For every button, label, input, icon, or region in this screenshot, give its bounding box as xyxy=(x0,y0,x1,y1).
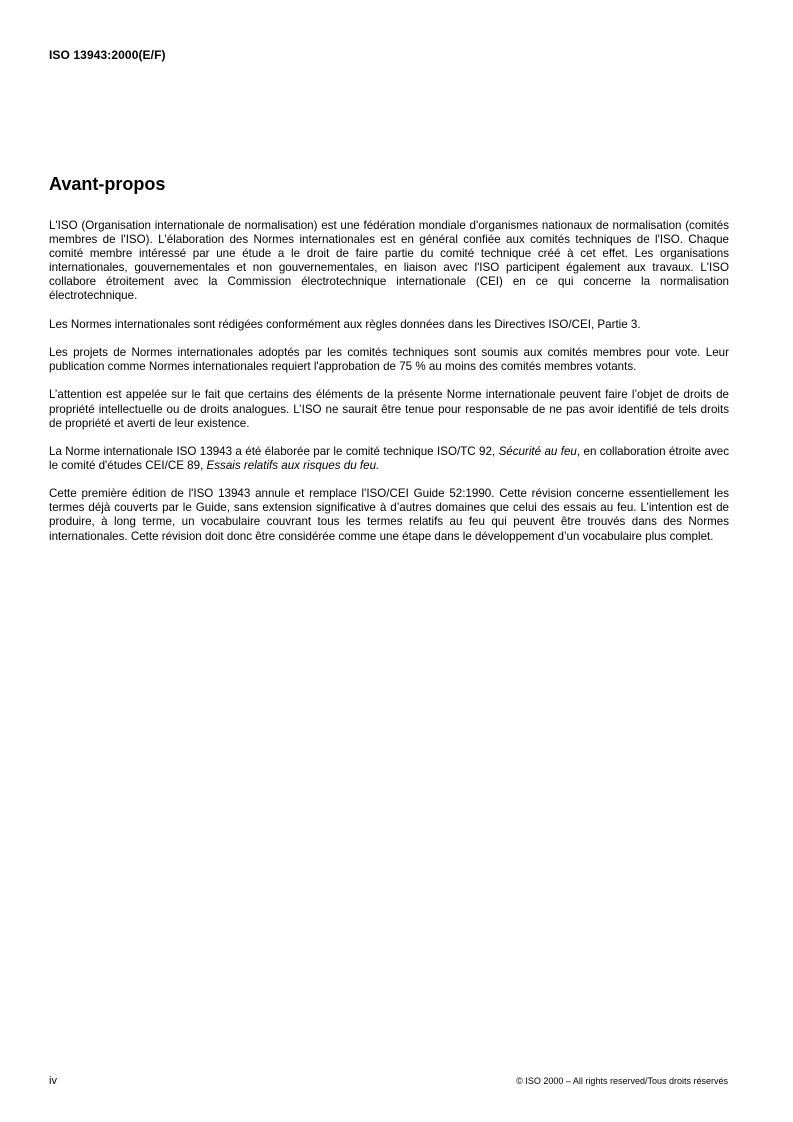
paragraph-committee-text-1: La Norme internationale ISO 13943 a été élaborée par le comité technique ISO/TC 92, xyxy=(49,444,499,458)
foreword-body xyxy=(49,219,729,558)
paragraph-directives: Les Normes internationales sont rédigées conformément aux règles données dans les Directives ISO/CEI, Partie 3. xyxy=(49,317,641,331)
paragraph-voting: Les projets de Normes internationales adoptés par les comités techniques sont soumis aux comités membres pour vote. Leur publication comme Normes internationales requiert l'approbation de 75 % au moins des comités membres votants. xyxy=(49,346,729,374)
paragraph-edition-revision: Cette première édition de l'ISO 13943 annule et remplace l'ISO/CEI Guide 52:1990. Cette révision concerne essentiellement les termes déjà couverts par le Guide, sans extension significative à d’autres domaines que celui des essais au feu. L’intention est de produire, à long terme, un vocabulaire couvrant tous les termes relatifs au feu qui peuvent être trouvés dans des Normes internationales. Cette révision doit donc être considérée comme une étape dans le développement d’un vocabulaire plus complet. xyxy=(49,487,729,543)
paragraph-patent-rights: L’attention est appelée sur le fait que certains des éléments de la présente Norme internationale peuvent faire l’objet de droits de propriété intellectuelle ou de droits analogues. L’ISO ne saurait être tenue pour responsable de ne pas avoir identifié de tels droits de propriété et averti de leur existence. xyxy=(49,388,729,430)
committee-title-fire-hazard-testing: Essais relatifs aux risques du feu. xyxy=(206,458,380,472)
page-number: iv xyxy=(49,1075,57,1087)
document-identifier: ISO 13943:2000(E/F) xyxy=(49,48,166,62)
copyright-notice: © ISO 2000 – All rights reserved/Tous droits réservés xyxy=(516,1076,728,1086)
paragraph-committee-text-2: , en collaboration étroite avec le comité d'études CEI/CE 89, xyxy=(49,444,729,472)
paragraph-committee xyxy=(49,445,729,473)
paragraph-iso-organisation: L'ISO (Organisation internationale de normalisation) est une fédération mondiale d'organismes nationaux de normalisation (comités membres de l'ISO). L'élaboration des Normes internationales est en général confiée aux comités techniques de l'ISO. Chaque comité membre intéressé par une étude a le droit de faire partie du comité technique créé à cet effet. Les organisations internationales, gouvernementales et non gouvernementales, en liaison avec l'ISO participent également aux travaux. L'ISO collabore étroitement avec la Commission électrotechnique internationale (CEI) en ce qui concerne la normalisation électrotechnique. xyxy=(49,219,729,303)
committee-title-fire-safety: Sécurité au feu xyxy=(498,444,577,458)
section-title: Avant-propos xyxy=(49,174,166,194)
